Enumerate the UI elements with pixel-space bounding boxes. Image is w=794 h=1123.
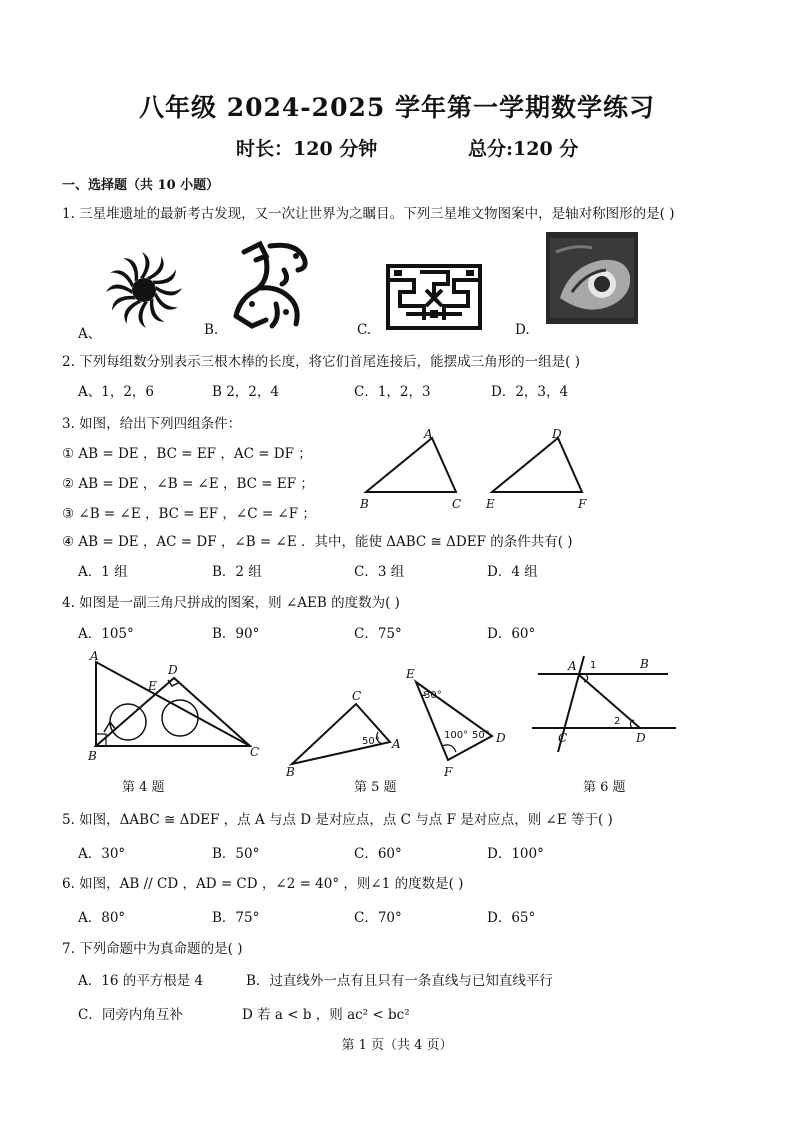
q6-option-c[interactable]: C．70° — [354, 910, 402, 926]
caption-fig6: 第 6 题 — [583, 780, 626, 795]
q6-option-b[interactable]: B．75° — [212, 910, 260, 926]
label-f: F — [578, 497, 587, 511]
label-e: E — [148, 679, 157, 693]
question-4: 4. 如图是一副三角尺拼成的图案，则 ∠AEB 的度数为( ) — [62, 595, 400, 611]
q7-option-c[interactable]: C．同旁内角互补 — [78, 1007, 183, 1023]
q7-option-a[interactable]: A．16 的平方根是 4 — [78, 973, 204, 989]
question-6: 6. 如图，AB // CD ，AD = CD ，∠2 = 40° ，则∠1 的度数是( ) — [62, 876, 464, 892]
page-title: 八年级 2024-2025 学年第一学期数学练习 — [139, 93, 655, 122]
label-a: A — [424, 427, 433, 441]
duration: 时长：120 分钟 — [236, 138, 378, 160]
label-c: C — [452, 497, 462, 511]
q2-option-b[interactable]: B 2，2，4 — [212, 384, 279, 400]
q1-option-a-image — [104, 250, 184, 330]
label-b: B — [88, 749, 97, 763]
label-c: C — [558, 731, 568, 745]
angle-d: 50° — [472, 730, 490, 741]
label-c: C — [250, 745, 260, 759]
label-e: E — [406, 667, 415, 681]
section-heading: 一、选择题（共 10 小题） — [62, 178, 220, 193]
q3-option-d[interactable]: D．4 组 — [487, 564, 538, 580]
q5-figure — [282, 667, 532, 779]
label-a: A — [392, 737, 401, 751]
q3-condition-4: ④ AB = DE ，AC = DF ，∠B = ∠E ．其中，能使 ΔABC ≅ ΔDEF 的条件共有( ) — [62, 534, 573, 550]
q1-option-d[interactable]: D. — [515, 322, 530, 338]
q4-option-d[interactable]: D．60° — [487, 626, 536, 642]
q7-option-b[interactable]: B．过直线外一点有且只有一条直线与已知直线平行 — [246, 973, 553, 989]
q4-option-c[interactable]: C．75° — [354, 626, 402, 642]
label-a: A — [90, 649, 99, 663]
label-b: B — [640, 657, 649, 671]
q5-option-d[interactable]: D．100° — [487, 846, 544, 862]
angle-2: 2 — [614, 716, 621, 727]
segment-ad — [578, 674, 640, 728]
label-f: F — [444, 765, 453, 779]
q6-option-a[interactable]: A．80° — [78, 910, 126, 926]
label-b: B — [360, 497, 369, 511]
q3-condition-1: ① AB = DE ，BC = EF ，AC = DF ； — [62, 446, 312, 462]
page-footer: 第 1 页（共 4 页） — [341, 1038, 453, 1053]
q2-option-a[interactable]: A、1，2，6 — [78, 384, 155, 400]
total-score: 总分:120 分 — [468, 138, 579, 160]
q6-figure — [528, 652, 676, 754]
angle-e: 30° — [424, 690, 442, 701]
q2-option-c[interactable]: C．1，2，3 — [354, 384, 431, 400]
triangle-abc — [292, 704, 390, 764]
label-c: C — [352, 689, 362, 703]
label-e: E — [486, 497, 495, 511]
q3-option-c[interactable]: C．3 组 — [354, 564, 405, 580]
q3-option-b[interactable]: B．2 组 — [212, 564, 262, 580]
angle-1: 1 — [590, 660, 597, 671]
angle-f: 100° — [444, 730, 469, 741]
label-b: B — [286, 765, 295, 779]
q7-option-d[interactable]: D 若 a < b ，则 ac² < bc² — [242, 1007, 410, 1023]
q3-figure — [352, 424, 602, 520]
q4-figure — [84, 648, 264, 768]
label-d: D — [636, 731, 646, 745]
question-3: 3. 如图，给出下列四组条件： — [62, 416, 242, 432]
triangle-def — [492, 438, 582, 492]
label-a: A — [568, 659, 577, 673]
q3-condition-2: ② AB = DE ，∠B = ∠E ，BC = EF ； — [62, 476, 314, 492]
q1-option-d-image — [546, 232, 638, 324]
label-d: D — [496, 731, 506, 745]
triangle-bcd — [96, 678, 250, 746]
q3-option-a[interactable]: A．1 组 — [78, 564, 128, 580]
caption-fig5: 第 5 题 — [354, 780, 397, 795]
q1-option-c-image — [384, 262, 484, 332]
q1-option-c[interactable]: C. — [357, 322, 372, 338]
q6-option-d[interactable]: D．65° — [487, 910, 536, 926]
q1-option-b-image — [226, 240, 322, 332]
triangle-abc — [366, 438, 456, 492]
caption-fig4: 第 4 题 — [122, 780, 165, 795]
q4-option-a[interactable]: A．105° — [78, 626, 134, 642]
q4-option-b[interactable]: B．90° — [212, 626, 260, 642]
q5-option-a[interactable]: A．30° — [78, 846, 126, 862]
q2-option-d[interactable]: D．2，3，4 — [491, 384, 569, 400]
label-d: D — [168, 663, 178, 677]
label-d: D — [552, 427, 562, 441]
q1-option-a[interactable]: A、 — [78, 326, 102, 342]
question-7: 7. 下列命题中为真命题的是( ) — [62, 941, 243, 957]
question-1: 1. 三星堆遗址的最新考古发现，又一次让世界为之瞩目。下列三星堆文物图案中，是轴对称图形的是( ) — [62, 206, 675, 222]
q3-condition-3: ③ ∠B = ∠E ，BC = EF ，∠C = ∠F ； — [62, 506, 316, 522]
q5-option-c[interactable]: C．60° — [354, 846, 402, 862]
angle-a: 50° — [362, 736, 380, 747]
question-2: 2. 下列每组数分别表示三根木棒的长度，将它们首尾连接后，能摆成三角形的一组是( ) — [62, 354, 580, 370]
q1-option-b[interactable]: B. — [204, 322, 219, 338]
question-5: 5. 如图，ΔABC ≅ ΔDEF ，点 A 与点 D 是对应点，点 C 与点 F 是对应点，则 ∠E 等于( ) — [62, 812, 613, 828]
q5-option-b[interactable]: B．50° — [212, 846, 260, 862]
